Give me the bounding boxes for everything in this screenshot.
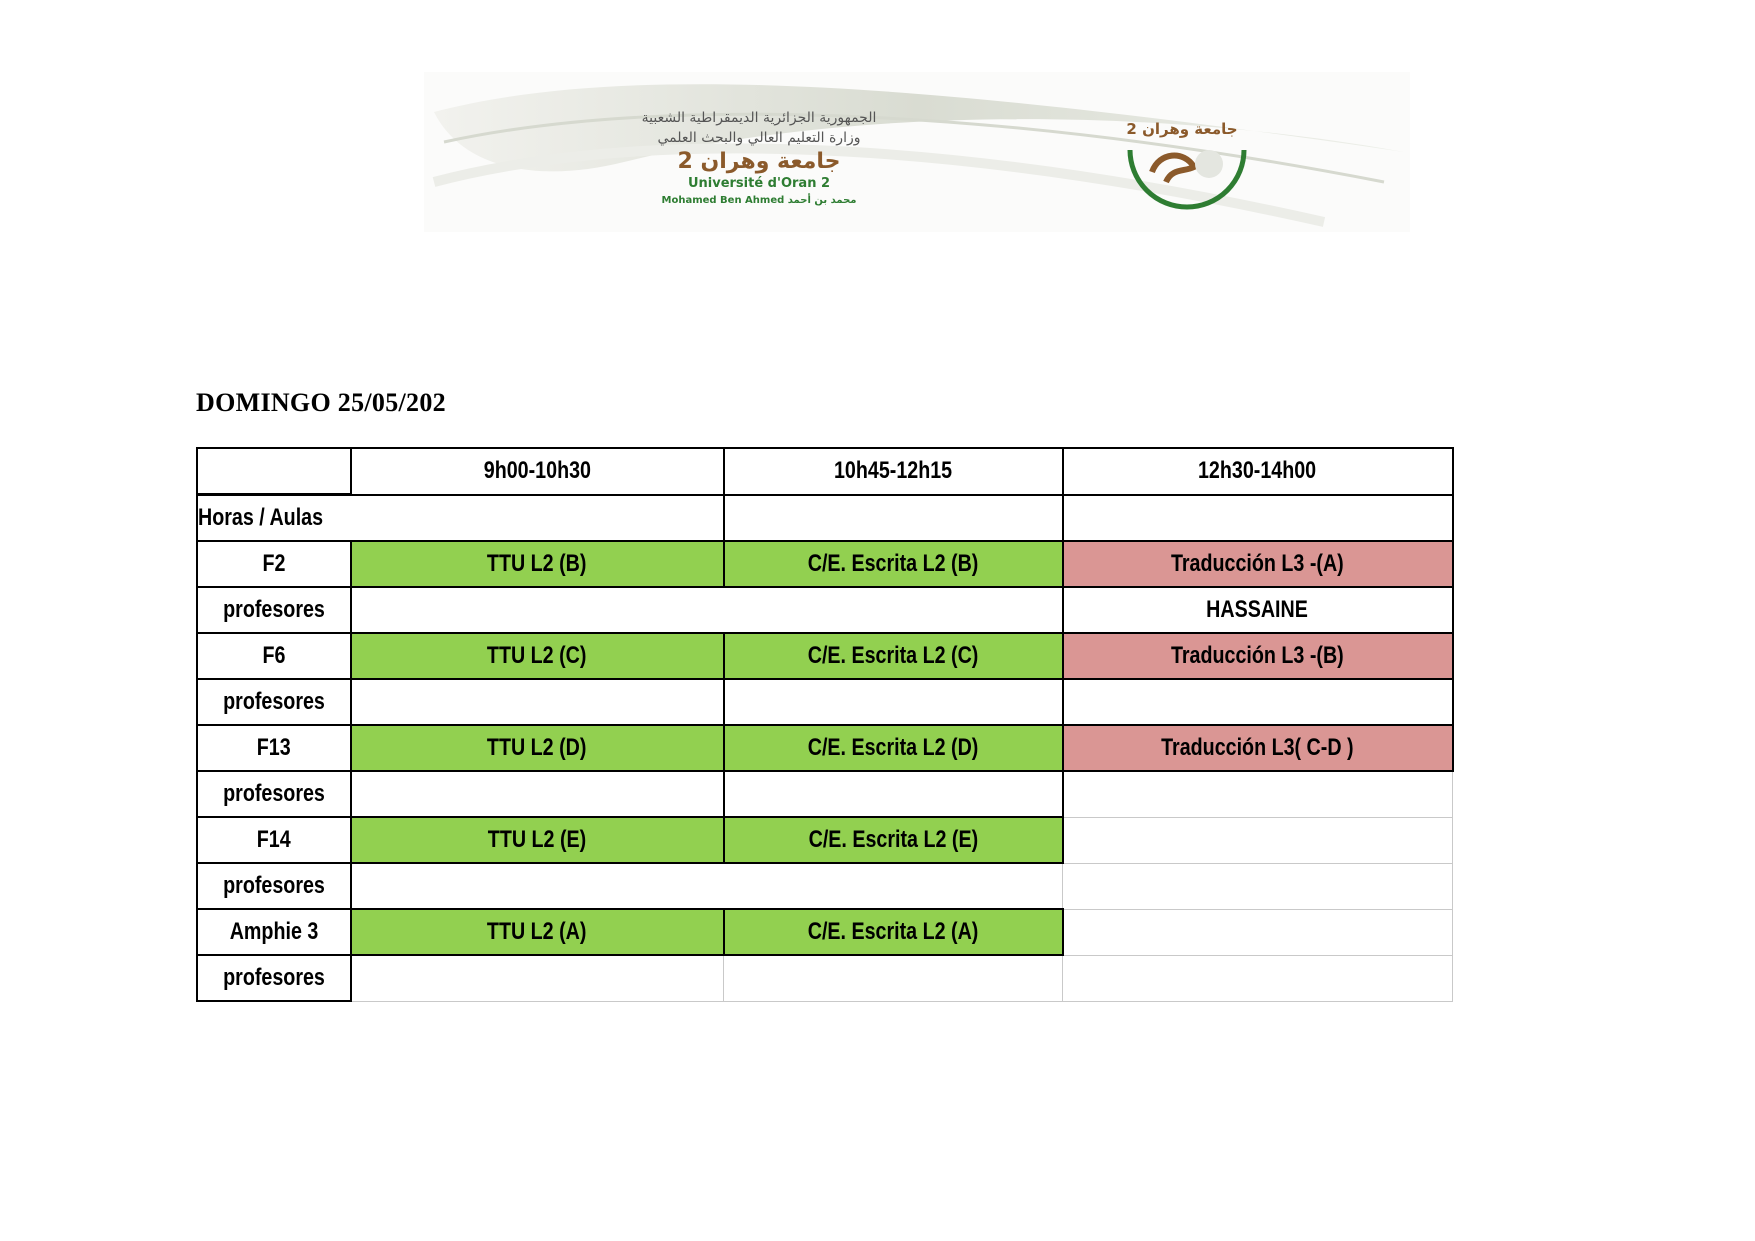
corner-empty-1 (351, 495, 724, 542)
corner-row (197, 495, 1453, 542)
corner-empty-3 (1063, 495, 1453, 542)
prof-cell (1063, 771, 1453, 817)
prof-cell (351, 679, 724, 725)
prof-cell (724, 955, 1063, 1001)
prof-cell (351, 863, 1063, 909)
logo-sub-line: Mohamed Ben Ahmed محمد بن أحمد (661, 195, 857, 206)
header-row (197, 448, 1453, 495)
table-row (197, 909, 1453, 955)
course-cell: TTU L2 (D) (351, 725, 724, 771)
room-label: F6 (197, 633, 351, 679)
prof-cell (1063, 863, 1453, 909)
prof-cell (1063, 679, 1453, 725)
university-banner-logo (424, 72, 1410, 232)
prof-label: profesores (197, 587, 351, 633)
header-time-3: 12h30-14h00 (1063, 448, 1453, 495)
prof-cell (351, 955, 724, 1001)
svg-text:جامعة وهران 2: جامعة وهران 2 (1126, 120, 1238, 138)
room-label: F2 (197, 541, 351, 587)
prof-cell (351, 771, 724, 817)
prof-label: profesores (197, 863, 351, 909)
table-row (197, 587, 1453, 633)
course-cell: Traducción L3 -(A) (1063, 541, 1453, 587)
table-row (197, 679, 1453, 725)
prof-cell: HASSAINE (1063, 587, 1453, 633)
prof-label: profesores (197, 955, 351, 1001)
course-cell: C/E. Escrita L2 (E) (724, 817, 1063, 863)
course-cell: TTU L2 (A) (351, 909, 724, 955)
course-cell (1063, 909, 1453, 955)
prof-cell (724, 771, 1063, 817)
logo-french-line: Université d'Oran 2 (687, 176, 831, 191)
table-row (197, 725, 1453, 771)
table-row (197, 541, 1453, 587)
prof-cell (724, 679, 1063, 725)
room-label: F14 (197, 817, 351, 863)
logo-arabic-line2: وزارة التعليم العالي والبحث العلمي (657, 130, 861, 146)
table-row (197, 955, 1453, 1001)
header-cell-empty (197, 448, 351, 495)
header-time-2: 10h45-12h15 (724, 448, 1063, 495)
schedule-table (196, 447, 1454, 1002)
course-cell (1063, 817, 1453, 863)
table-row (197, 817, 1453, 863)
corner-empty-2 (724, 495, 1063, 542)
table-row (197, 771, 1453, 817)
prof-cell (1063, 955, 1453, 1001)
course-cell: C/E. Escrita L2 (C) (724, 633, 1063, 679)
prof-label: profesores (197, 679, 351, 725)
course-cell: TTU L2 (C) (351, 633, 724, 679)
table-row (197, 863, 1453, 909)
course-cell: TTU L2 (B) (351, 541, 724, 587)
page-title: DOMINGO 25/05/202 (196, 388, 446, 417)
course-cell: C/E. Escrita L2 (B) (724, 541, 1063, 587)
course-cell: Traducción L3 -(B) (1063, 633, 1453, 679)
course-cell: C/E. Escrita L2 (A) (724, 909, 1063, 955)
header-time-1: 9h00-10h30 (351, 448, 724, 495)
prof-label: profesores (197, 771, 351, 817)
room-label: Amphie 3 (197, 909, 351, 955)
course-cell: Traducción L3( C-D ) (1063, 725, 1453, 771)
corner-label: Horas / Aulas (197, 495, 351, 542)
prof-cell (351, 587, 1063, 633)
room-label: F13 (197, 725, 351, 771)
logo-arabic-line1: الجمهورية الجزائرية الديمقراطية الشعبية (641, 110, 877, 126)
logo-arabic-line3: جامعة وهران 2 (677, 149, 841, 174)
course-cell: TTU L2 (E) (351, 817, 724, 863)
course-cell: C/E. Escrita L2 (D) (724, 725, 1063, 771)
table-row (197, 633, 1453, 679)
